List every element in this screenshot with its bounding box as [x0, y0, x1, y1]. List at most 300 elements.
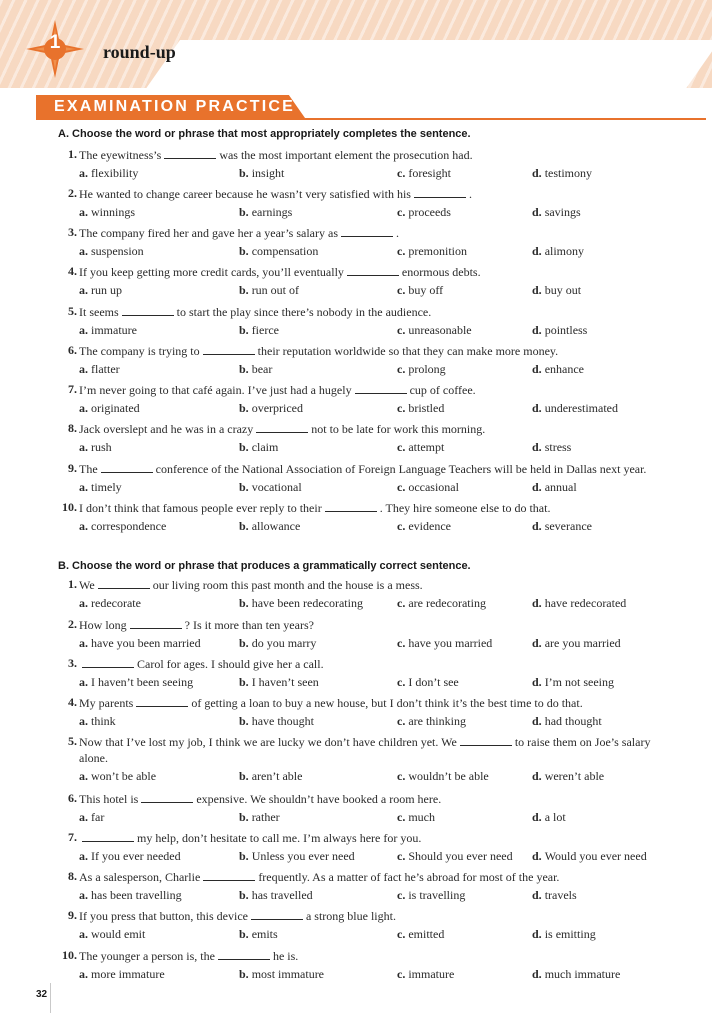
option-text: has travelled	[251, 888, 313, 902]
question-text-before: I’m never going to that café again. I’ve just had a hugely	[79, 383, 352, 397]
option-letter: d.	[532, 636, 542, 650]
answer-option[interactable]	[397, 674, 459, 690]
answer-option[interactable]	[397, 635, 492, 651]
answer-option[interactable]	[532, 282, 581, 298]
option-letter: c.	[397, 927, 406, 941]
option-letter: b.	[239, 480, 249, 494]
option-letter: c.	[397, 440, 406, 454]
answer-option[interactable]	[397, 595, 486, 611]
answer-option[interactable]	[79, 713, 116, 729]
answer-option[interactable]	[239, 966, 324, 982]
exam-title-rule	[36, 118, 706, 120]
question-item	[58, 656, 698, 690]
answer-option[interactable]	[79, 768, 156, 784]
answer-blank	[203, 343, 255, 355]
option-text: suspension	[91, 244, 144, 258]
answer-option[interactable]	[397, 361, 446, 377]
option-text: run up	[91, 283, 122, 297]
question-text-before: It seems	[79, 305, 119, 319]
question-item	[58, 830, 698, 864]
option-letter: d.	[532, 323, 542, 337]
answer-option[interactable]	[239, 322, 279, 338]
option-letter: c.	[397, 323, 406, 337]
answer-option[interactable]	[532, 479, 577, 495]
answer-option[interactable]	[79, 479, 122, 495]
question-number: 9.	[68, 908, 77, 922]
question-line	[58, 869, 698, 885]
option-letter: a.	[79, 166, 88, 180]
question-item	[58, 791, 698, 825]
answer-option[interactable]	[532, 243, 584, 259]
option-letter: b.	[239, 675, 249, 689]
question-text-before: I don’t think that famous people ever reply to their	[79, 501, 322, 515]
answer-options	[58, 887, 698, 903]
option-letter: a.	[79, 596, 88, 610]
answer-option[interactable]	[79, 674, 193, 690]
option-letter: a.	[79, 323, 88, 337]
answer-option[interactable]	[532, 966, 620, 982]
question-item	[58, 908, 698, 942]
option-text: would emit	[91, 927, 146, 941]
question-text	[79, 186, 472, 202]
option-text: are thinking	[408, 714, 466, 728]
option-text: travels	[544, 888, 577, 902]
question-text	[79, 382, 476, 398]
question-text-before: The company is trying to	[79, 344, 200, 358]
answer-options	[58, 809, 698, 825]
question-text-after: expensive. We shouldn’t have booked a room here.	[196, 792, 442, 806]
exam-title: EXAMINATION PRACTICE	[54, 98, 296, 115]
answer-options	[58, 674, 698, 690]
question-text-before: He wanted to change career because he wasn’t very satisfied with his	[79, 187, 411, 201]
answer-option[interactable]	[239, 165, 284, 181]
option-letter: d.	[532, 519, 542, 533]
option-letter: b.	[239, 244, 249, 258]
page-number: 32	[36, 989, 48, 1000]
question-line	[58, 264, 698, 280]
answer-options	[58, 848, 698, 864]
answer-option[interactable]	[239, 243, 318, 259]
question-line	[58, 421, 698, 437]
option-text: emitted	[408, 927, 445, 941]
question-text-after: to raise them on Joe’s salary	[514, 735, 651, 749]
unit-number: 1	[49, 32, 61, 53]
question-number: 7.	[68, 382, 77, 396]
question-number: 1.	[68, 577, 77, 591]
answer-option[interactable]	[397, 713, 466, 729]
answer-option[interactable]	[239, 518, 300, 534]
answer-option[interactable]	[239, 848, 355, 864]
answer-option[interactable]	[532, 322, 587, 338]
question-text-after: my help, don’t hesitate to call me. I’m always here for you.	[137, 831, 422, 845]
answer-option[interactable]	[79, 165, 138, 181]
answer-option[interactable]	[397, 204, 451, 220]
option-text: a lot	[544, 810, 566, 824]
answer-blank	[164, 147, 216, 159]
option-text: Would you ever need	[544, 849, 647, 863]
question-line	[58, 186, 698, 202]
answer-option[interactable]	[239, 674, 319, 690]
answer-options	[58, 282, 698, 298]
question-line	[58, 225, 698, 241]
answer-option[interactable]	[532, 204, 581, 220]
answer-blank	[414, 186, 466, 198]
option-text: insight	[251, 166, 285, 180]
option-text: proceeds	[408, 205, 451, 219]
question-item	[58, 695, 698, 729]
option-text: savings	[544, 205, 581, 219]
answer-option[interactable]	[79, 204, 135, 220]
question-text	[79, 304, 431, 320]
question-text	[79, 734, 650, 750]
option-text: do you marry	[251, 636, 317, 650]
question-item	[58, 264, 698, 298]
question-number: 4.	[68, 695, 77, 709]
question-text-before: The company fired her and gave her a year’s salary as	[79, 226, 338, 240]
option-text: overpriced	[251, 401, 303, 415]
option-letter: b.	[239, 596, 249, 610]
question-text-after: their reputation worldwide so that they can make more money.	[257, 344, 559, 358]
answer-option[interactable]	[397, 809, 435, 825]
option-letter: b.	[239, 283, 249, 297]
option-letter: b.	[239, 440, 249, 454]
question-line	[58, 461, 698, 477]
answer-option[interactable]	[79, 518, 166, 534]
option-letter: d.	[532, 166, 542, 180]
answer-blank	[347, 264, 399, 276]
question-text	[79, 264, 481, 280]
question-line	[58, 147, 698, 163]
answer-option[interactable]	[532, 809, 566, 825]
option-letter: b.	[239, 714, 249, 728]
answer-option[interactable]	[397, 243, 467, 259]
answer-option[interactable]	[532, 361, 584, 377]
answer-option[interactable]	[239, 479, 302, 495]
answer-option[interactable]	[239, 282, 299, 298]
option-letter: b.	[239, 967, 249, 981]
answer-blank	[251, 908, 303, 920]
option-text: rather	[251, 810, 280, 824]
option-text: aren’t able	[251, 769, 303, 783]
option-letter: c.	[397, 967, 406, 981]
question-line	[58, 304, 698, 320]
option-text: premonition	[408, 244, 467, 258]
option-letter: b.	[239, 888, 249, 902]
question-number: 5.	[68, 304, 77, 318]
answer-option[interactable]	[79, 282, 122, 298]
option-letter: d.	[532, 244, 542, 258]
option-text: think	[91, 714, 116, 728]
option-text: buy off	[408, 283, 444, 297]
answer-option[interactable]	[532, 848, 647, 864]
option-letter: b.	[239, 849, 249, 863]
question-text-after: to start the play since there’s nobody in the audience.	[176, 305, 432, 319]
answer-option[interactable]	[239, 595, 363, 611]
answer-options	[58, 439, 698, 455]
option-text: are redecorating	[408, 596, 486, 610]
answer-option[interactable]	[532, 518, 592, 534]
answer-options	[58, 713, 698, 729]
answer-option[interactable]	[532, 674, 614, 690]
option-letter: d.	[532, 480, 542, 494]
option-text: much	[408, 810, 435, 824]
question-text	[79, 147, 473, 163]
answer-options	[58, 479, 698, 495]
question-number: 5.	[68, 734, 77, 748]
option-text: testimony	[544, 166, 593, 180]
option-text: have thought	[251, 714, 315, 728]
option-text: most immature	[251, 967, 325, 981]
answer-blank	[355, 382, 407, 394]
option-letter: a.	[79, 675, 88, 689]
option-letter: d.	[532, 596, 542, 610]
answer-option[interactable]	[397, 165, 451, 181]
option-letter: d.	[532, 440, 542, 454]
option-letter: b.	[239, 636, 249, 650]
option-letter: c.	[397, 283, 406, 297]
question-text-after: a strong blue light.	[305, 909, 396, 923]
question-text	[79, 225, 399, 241]
option-letter: c.	[397, 810, 406, 824]
question-number: 1.	[68, 147, 77, 161]
answer-option[interactable]	[79, 322, 137, 338]
question-number: 10.	[62, 948, 77, 962]
section-a-heading: A. Choose the word or phrase that most appropriately completes the sentence.	[58, 128, 471, 140]
answer-option[interactable]	[397, 322, 472, 338]
option-letter: d.	[532, 967, 542, 981]
answer-option[interactable]	[239, 439, 278, 455]
answer-option[interactable]	[532, 713, 602, 729]
answer-option[interactable]	[532, 439, 571, 455]
option-text: I’m not seeing	[544, 675, 615, 689]
answer-option[interactable]	[239, 361, 272, 377]
answer-option[interactable]	[532, 887, 577, 903]
question-line	[58, 734, 698, 750]
option-letter: c.	[397, 519, 406, 533]
question-number: 7.	[68, 830, 77, 844]
option-text: won’t be able	[91, 769, 157, 783]
answer-option[interactable]	[532, 768, 604, 784]
option-letter: a.	[79, 927, 88, 941]
question-text-continued: alone.	[79, 751, 108, 765]
answer-option[interactable]	[397, 926, 444, 942]
page-number-rule	[50, 983, 51, 1013]
answer-options	[58, 595, 698, 611]
option-text: stress	[544, 440, 572, 454]
option-letter: d.	[532, 849, 542, 863]
answer-options	[58, 243, 698, 259]
question-text	[79, 791, 441, 807]
option-text: fierce	[251, 323, 279, 337]
answer-blank	[82, 656, 134, 668]
question-item	[58, 186, 698, 220]
question-text-after: . They hire someone else to do that.	[379, 501, 551, 515]
question-line	[58, 382, 698, 398]
answer-options	[58, 518, 698, 534]
answer-option[interactable]	[239, 809, 280, 825]
answer-option[interactable]	[397, 966, 454, 982]
option-letter: b.	[239, 519, 249, 533]
question-text-after: .	[396, 226, 399, 240]
option-letter: c.	[397, 849, 406, 863]
answer-option[interactable]	[397, 768, 489, 784]
option-text: underestimated	[544, 401, 618, 415]
option-text: Unless you ever need	[251, 849, 355, 863]
answer-blank	[130, 617, 182, 629]
answer-option[interactable]	[397, 439, 444, 455]
question-item	[58, 577, 698, 611]
answer-blank	[341, 225, 393, 237]
question-text	[79, 695, 583, 711]
question-text	[79, 656, 324, 672]
question-text-before: How long	[79, 618, 127, 632]
question-number: 2.	[68, 186, 77, 200]
answer-option[interactable]	[397, 887, 465, 903]
question-item	[58, 461, 698, 495]
option-letter: c.	[397, 596, 406, 610]
question-number: 6.	[68, 343, 77, 357]
option-letter: a.	[79, 810, 88, 824]
answer-blank	[82, 830, 134, 842]
question-text-after: of getting a loan to buy a new house, but I don’t think it’s the best time to do that.	[191, 696, 583, 710]
answer-option[interactable]	[79, 809, 104, 825]
option-letter: b.	[239, 401, 249, 415]
answer-options	[58, 926, 698, 942]
answer-option[interactable]	[79, 595, 141, 611]
option-letter: a.	[79, 714, 88, 728]
option-letter: a.	[79, 480, 88, 494]
answer-blank	[203, 869, 255, 881]
question-text-after: Carol for ages. I should give her a call.	[137, 657, 324, 671]
option-text: Should you ever need	[408, 849, 513, 863]
answer-option[interactable]	[239, 768, 302, 784]
option-letter: d.	[532, 714, 542, 728]
answer-option[interactable]	[79, 848, 181, 864]
answer-option[interactable]	[79, 439, 112, 455]
question-text-before: If you keep getting more credit cards, you’ll eventually	[79, 265, 344, 279]
answer-options	[58, 361, 698, 377]
option-text: I haven’t been seeing	[91, 675, 194, 689]
question-line	[58, 617, 698, 633]
answer-option[interactable]	[239, 204, 292, 220]
question-text-after: cup of coffee.	[409, 383, 476, 397]
answer-option[interactable]	[239, 400, 303, 416]
option-letter: c.	[397, 205, 406, 219]
option-text: bristled	[408, 401, 445, 415]
option-text: wouldn’t be able	[408, 769, 489, 783]
option-letter: c.	[397, 714, 406, 728]
option-text: evidence	[408, 519, 451, 533]
answer-option[interactable]	[79, 243, 144, 259]
question-line	[58, 656, 698, 672]
question-line	[58, 830, 698, 846]
answer-option[interactable]	[532, 165, 592, 181]
option-text: is travelling	[408, 888, 466, 902]
answer-option[interactable]	[397, 848, 513, 864]
option-text: vocational	[251, 480, 302, 494]
option-letter: c.	[397, 166, 406, 180]
question-line	[58, 577, 698, 593]
question-text-after: was the most important element the prosecution had.	[219, 148, 473, 162]
option-letter: d.	[532, 401, 542, 415]
question-text-after: our living room this past month and the house is a mess.	[152, 578, 423, 592]
answer-option[interactable]	[397, 282, 443, 298]
question-item	[58, 225, 698, 259]
answer-blank	[122, 304, 174, 316]
question-text-before: My parents	[79, 696, 134, 710]
option-letter: b.	[239, 927, 249, 941]
question-number: 4.	[68, 264, 77, 278]
question-text	[79, 577, 423, 593]
question-line	[58, 908, 698, 924]
option-letter: a.	[79, 205, 88, 219]
answer-option[interactable]	[239, 926, 278, 942]
answer-blank	[325, 500, 377, 512]
answer-option[interactable]	[397, 518, 451, 534]
question-text-before: If you press that button, this device	[79, 909, 248, 923]
question-item	[58, 869, 698, 903]
question-text-before: Now that I’ve lost my job, I think we are lucky we don’t have children yet. We	[79, 735, 457, 749]
question-number: 8.	[68, 421, 77, 435]
option-letter: b.	[239, 810, 249, 824]
option-text: immature	[91, 323, 137, 337]
option-letter: a.	[79, 401, 88, 415]
answer-option[interactable]	[79, 635, 201, 651]
answer-option[interactable]	[79, 926, 145, 942]
answer-option[interactable]	[239, 713, 314, 729]
option-text: compensation	[251, 244, 319, 258]
question-text	[79, 617, 314, 633]
option-text: weren’t able	[544, 769, 605, 783]
option-letter: a.	[79, 769, 88, 783]
answer-blank	[218, 948, 270, 960]
question-number: 10.	[62, 500, 77, 514]
question-text-after: conference of the National Association of Foreign Language Teachers will be held in Dallas next year.	[155, 462, 647, 476]
answer-option[interactable]	[532, 595, 626, 611]
answer-option[interactable]	[79, 966, 165, 982]
option-letter: a.	[79, 888, 88, 902]
answer-option[interactable]	[532, 635, 621, 651]
question-item	[58, 147, 698, 181]
question-text	[79, 421, 485, 437]
answer-option[interactable]	[397, 479, 459, 495]
question-item	[58, 421, 698, 455]
option-letter: a.	[79, 519, 88, 533]
answer-option[interactable]	[397, 400, 444, 416]
answer-option[interactable]	[79, 887, 182, 903]
question-text-after: ? Is it more than ten years?	[184, 618, 314, 632]
question-item	[58, 734, 698, 784]
option-letter: b.	[239, 323, 249, 337]
question-text-before: The eyewitness’s	[79, 148, 162, 162]
option-text: earnings	[251, 205, 293, 219]
answer-option[interactable]	[532, 926, 596, 942]
answer-option[interactable]	[239, 887, 313, 903]
option-text: alimony	[544, 244, 585, 258]
answer-option[interactable]	[79, 400, 140, 416]
answer-option[interactable]	[239, 635, 316, 651]
question-item	[58, 617, 698, 651]
answer-option[interactable]	[532, 400, 618, 416]
answer-options	[58, 768, 698, 784]
question-text-after: frequently. As a matter of fact he’s abroad for most of the year.	[258, 870, 560, 884]
option-letter: b.	[239, 362, 249, 376]
option-text: had thought	[544, 714, 602, 728]
question-item	[58, 382, 698, 416]
option-letter: a.	[79, 362, 88, 376]
answer-option[interactable]	[79, 361, 120, 377]
option-text: are you married	[544, 636, 621, 650]
